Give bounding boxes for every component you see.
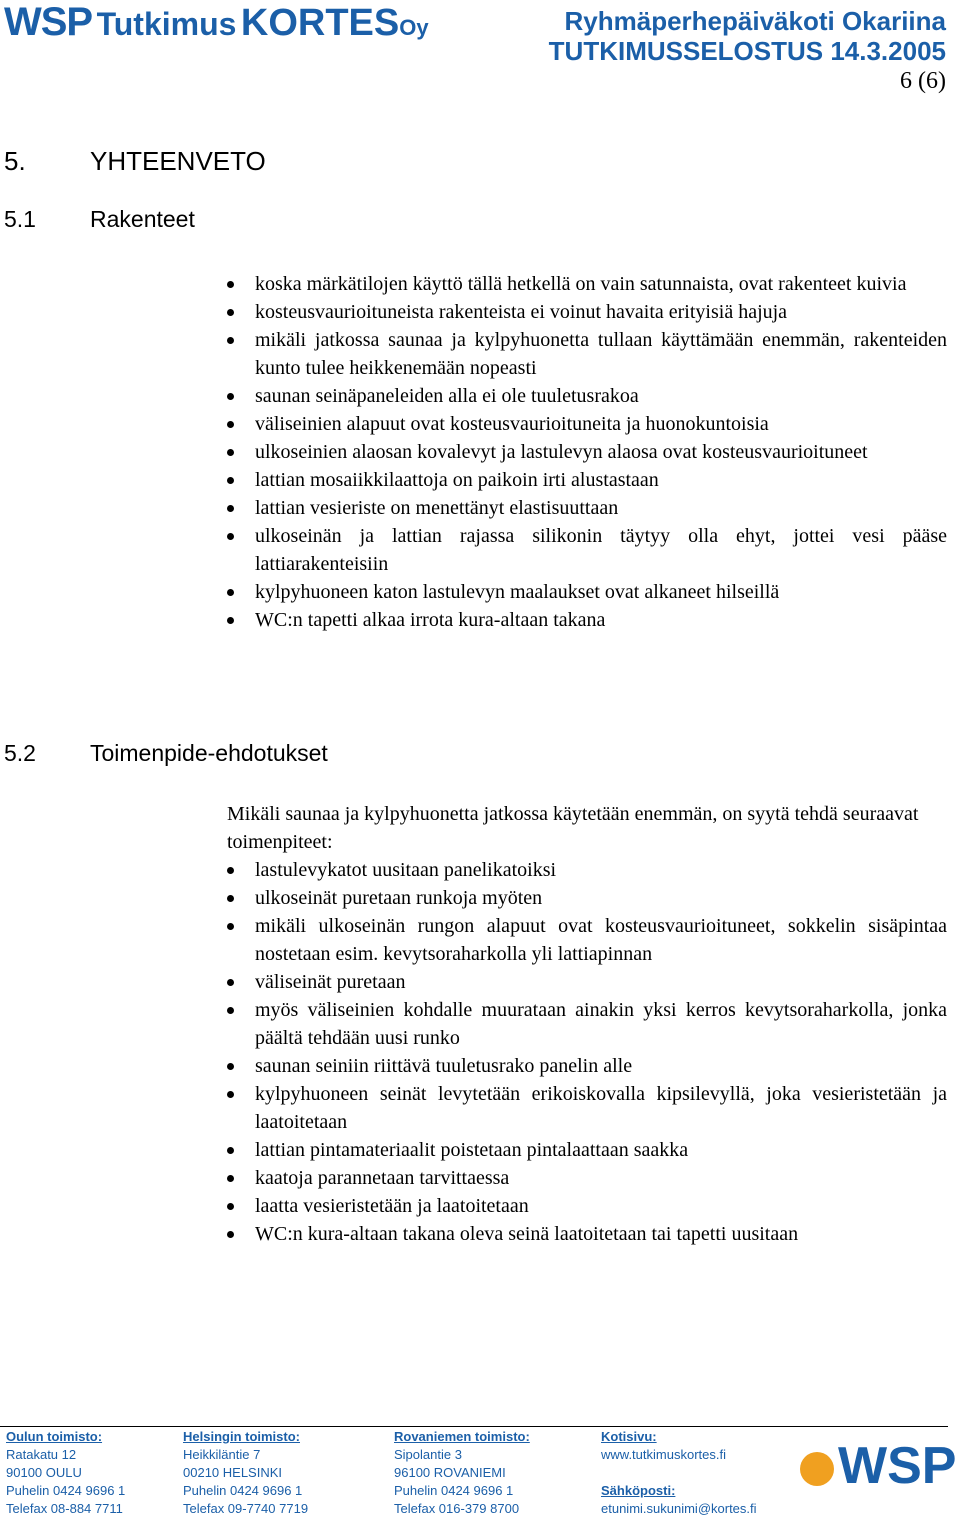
list-item: ulkoseinien alaosan kovalevyt ja lastulevyn alaosa ovat kosteusvaurioituneet	[227, 438, 947, 466]
document-header	[549, 6, 946, 66]
office-line: Heikkiläntie 7	[183, 1447, 261, 1462]
section-title: Rakenteet	[90, 206, 195, 232]
list-item: saunan seinäpaneleiden alla ei ole tuuletusrakoa	[227, 382, 947, 410]
logo-wsp: WSP	[4, 0, 93, 44]
page-number: 6 (6)	[900, 68, 946, 94]
office-title: Helsingin toimisto:	[183, 1429, 300, 1444]
footer-web-contact	[601, 1428, 757, 1518]
office-line: Telefax 08-884 7711	[6, 1501, 123, 1516]
logo-swoosh-icon	[800, 1452, 834, 1486]
office-line: Telefax 09-7740 7719	[183, 1501, 309, 1516]
intro-paragraph: Mikäli saunaa ja kylpyhuonetta jatkossa käytetään enemmän, on syytä tehdä seuraavat toimenpiteet:	[227, 803, 919, 853]
list-item: koska märkätilojen käyttö tällä hetkellä on vain satunnaista, ovat rakenteet kuivia	[227, 270, 947, 298]
list-item: väliseinien alapuut ovat kosteusvaurioituneita ja huonokuntoisia	[227, 410, 947, 438]
office-line: 96100 ROVANIEMI	[394, 1465, 506, 1480]
footer-logo-text: WSP	[838, 1437, 957, 1495]
website-title: Kotisivu:	[601, 1429, 657, 1444]
list-item: kylpyhuoneen katon lastulevyn maalaukset ovat alkaneet hilseillä	[227, 578, 947, 606]
section-number: 5.2	[4, 740, 36, 766]
list-item: kaatoja parannetaan tarvittaessa	[227, 1164, 947, 1192]
document-subtitle: TUTKIMUSSELOSTUS 14.3.2005	[548, 36, 946, 66]
list-item: mikäli ulkoseinän rungon alapuut ovat kosteusvaurioituneet, sokkelin sisäpintaa nostetaan esim. kevytsoraharkolla yli lattiapinnan	[227, 912, 947, 968]
office-line: Puhelin 0424 9696 1	[394, 1483, 514, 1498]
list-item: laatta vesieristetään ja laatoitetaan	[227, 1192, 947, 1220]
section-title: YHTEENVETO	[90, 146, 266, 176]
section-number: 5.	[4, 146, 26, 176]
email-link[interactable]: etunimi.sukunimi@kortes.fi	[601, 1501, 757, 1516]
section-heading-5	[4, 146, 266, 177]
section-heading-5-2	[4, 740, 328, 767]
office-title: Oulun toimisto:	[6, 1429, 103, 1444]
list-item: lattian vesieriste on menettänyt elastisuuttaan	[227, 494, 947, 522]
actions-list	[227, 856, 947, 1248]
list-item: ulkoseinän ja lattian rajassa silikonin täytyy olla ehyt, jottei vesi pääse lattiarakenteisiin	[227, 522, 947, 578]
logo-kortes: KORTES	[240, 2, 400, 44]
office-line: Puhelin 0424 9696 1	[183, 1483, 303, 1498]
office-line: Telefax 016-379 8700	[394, 1501, 520, 1516]
list-item: WC:n tapetti alkaa irrota kura-altaan takana	[227, 606, 947, 634]
list-item: myös väliseinien kohdalle muurataan ainakin yksi kerros kevytsoraharkolla, jonka päältä tehdään uusi runko	[227, 996, 947, 1052]
office-line: Sipolantie 3	[394, 1447, 462, 1462]
document-title: Ryhmäperhepäiväkoti Okariina	[564, 6, 946, 36]
logo-tutkimus: Tutkimus	[96, 6, 237, 42]
section-title: Toimenpide-ehdotukset	[90, 740, 328, 766]
office-line: 90100 OULU	[6, 1465, 82, 1480]
list-item: väliseinät puretaan	[227, 968, 947, 996]
website-link[interactable]: www.tutkimuskortes.fi	[601, 1447, 726, 1462]
list-item: lastulevykatot uusitaan panelikatoiksi	[227, 856, 947, 884]
logo-oy: Oy	[399, 15, 429, 40]
office-line: Puhelin 0424 9696 1	[6, 1483, 126, 1498]
footer-logo	[800, 1436, 956, 1496]
list-item: kylpyhuoneen seinät levytetään erikoiskovalla kipsilevyllä, joka vesieristetään ja laatoitetaan	[227, 1080, 947, 1136]
office-line: 00210 HELSINKI	[183, 1465, 283, 1480]
footer-oulu-office	[6, 1428, 125, 1518]
office-title: Rovaniemen toimisto:	[394, 1429, 530, 1444]
footer-divider	[0, 1426, 948, 1427]
list-item: ulkoseinät puretaan runkoja myöten	[227, 884, 947, 912]
office-line: Ratakatu 12	[6, 1447, 77, 1462]
list-item: lattian pintamateriaalit poistetaan pintalaattaan saakka	[227, 1136, 947, 1164]
section-heading-5-1	[4, 206, 195, 233]
list-item: saunan seiniin riittävä tuuletusrako panelin alle	[227, 1052, 947, 1080]
list-item: lattian mosaiikkilaattoja on paikoin irti alustastaan	[227, 466, 947, 494]
footer-rovaniemi-office	[394, 1428, 530, 1518]
footer-helsinki-office	[183, 1428, 308, 1518]
email-title: Sähköposti:	[601, 1483, 676, 1498]
section-number: 5.1	[4, 206, 36, 232]
structures-list	[227, 270, 947, 634]
list-item: WC:n kura-altaan takana oleva seinä laatoitetaan tai tapetti uusitaan	[227, 1220, 947, 1248]
company-logo	[4, 0, 429, 45]
list-item: mikäli jatkossa saunaa ja kylpyhuonetta tullaan käyttämään enemmän, rakenteiden kunto tulee heikkenemään nopeasti	[227, 326, 947, 382]
list-item: kosteusvaurioituneista rakenteista ei voinut havaita erityisiä hajuja	[227, 298, 947, 326]
